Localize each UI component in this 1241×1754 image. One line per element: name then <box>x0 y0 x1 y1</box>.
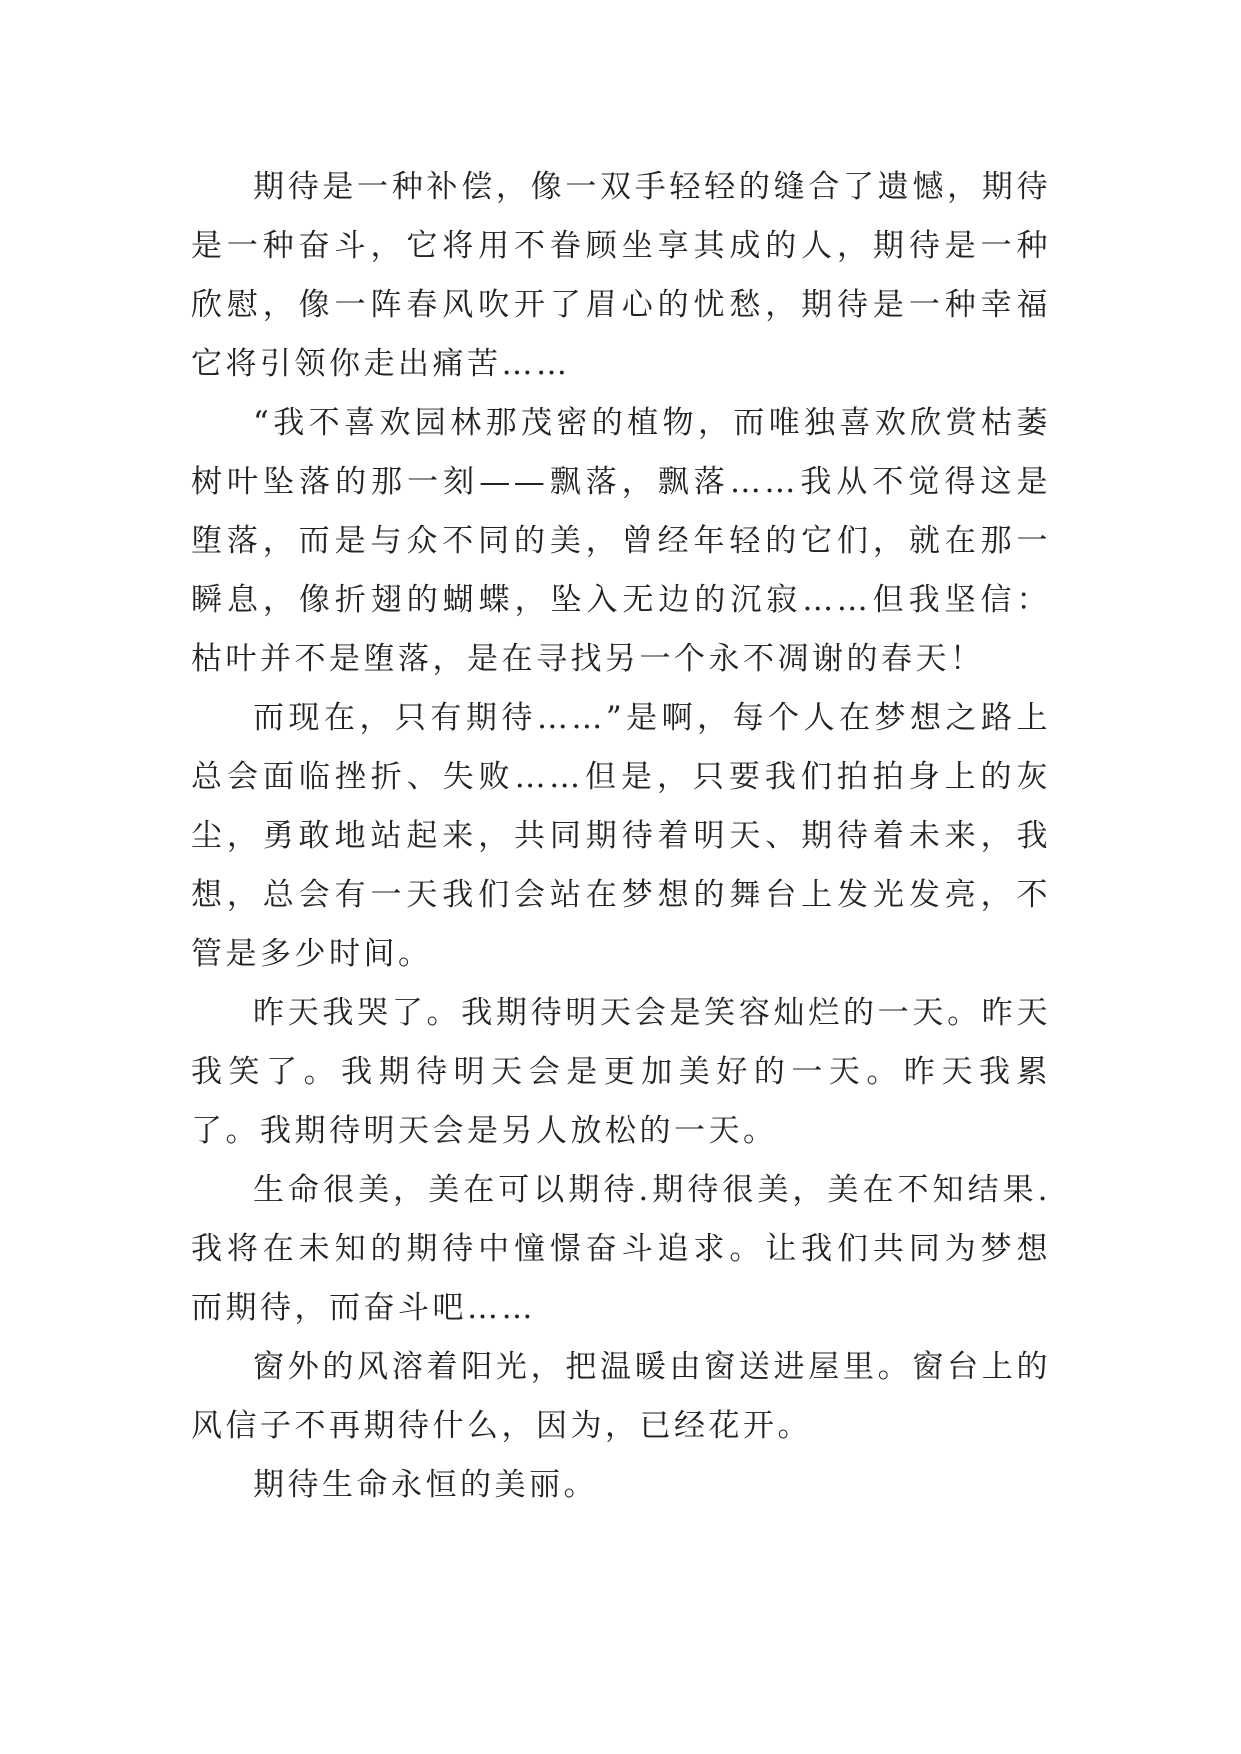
paragraph-3: 而现在，只有期待……”是啊，每个人在梦想之路上总会面临挫折、失败……但是，只要我们拍拍身上的灰尘，勇敢地站起来，共同期待着明天、期待着未来，我想，总会有一天我们会站在梦想的舞台上发光发亮，不管是多少时间。 <box>191 700 1051 972</box>
paragraph-5: 生命很美，美在可以期待.期待很美，美在不知结果.我将在未知的期待中憧憬奋斗追求。让我们共同为梦想而期待，而奋斗吧…… <box>191 1172 1051 1326</box>
paragraph-2: “我不喜欢园林那茂密的植物，而唯独喜欢欣赏枯萎树叶坠落的那一刻——飘落，飘落……我从不觉得这是堕落，而是与众不同的美，曾经年轻的它们，就在那一瞬息，像折翅的蝴蝶，坠入无边的沉寂……但我坚信：枯叶并不是堕落，是在寻找另一个永不凋谢的春天！ <box>191 405 1051 677</box>
paragraph-7: 期待生命永恒的美丽。 <box>253 1467 598 1503</box>
article-body <box>191 158 1051 1515</box>
paragraph-4: 昨天我哭了。我期待明天会是笑容灿烂的一天。昨天我笑了。我期待明天会是更加美好的一天。昨天我累了。我期待明天会是另人放松的一天。 <box>191 995 1051 1149</box>
paragraph-6: 窗外的风溶着阳光，把温暖由窗送进屋里。窗台上的风信子不再期待什么，因为，已经花开。 <box>191 1349 1051 1444</box>
paragraph-1: 期待是一种补偿，像一双手轻轻的缝合了遗憾，期待是一种奋斗，它将用不眷顾坐享其成的人，期待是一种欣慰，像一阵春风吹开了眉心的忧愁，期待是一种幸福它将引领你走出痛苦…… <box>191 169 1051 382</box>
